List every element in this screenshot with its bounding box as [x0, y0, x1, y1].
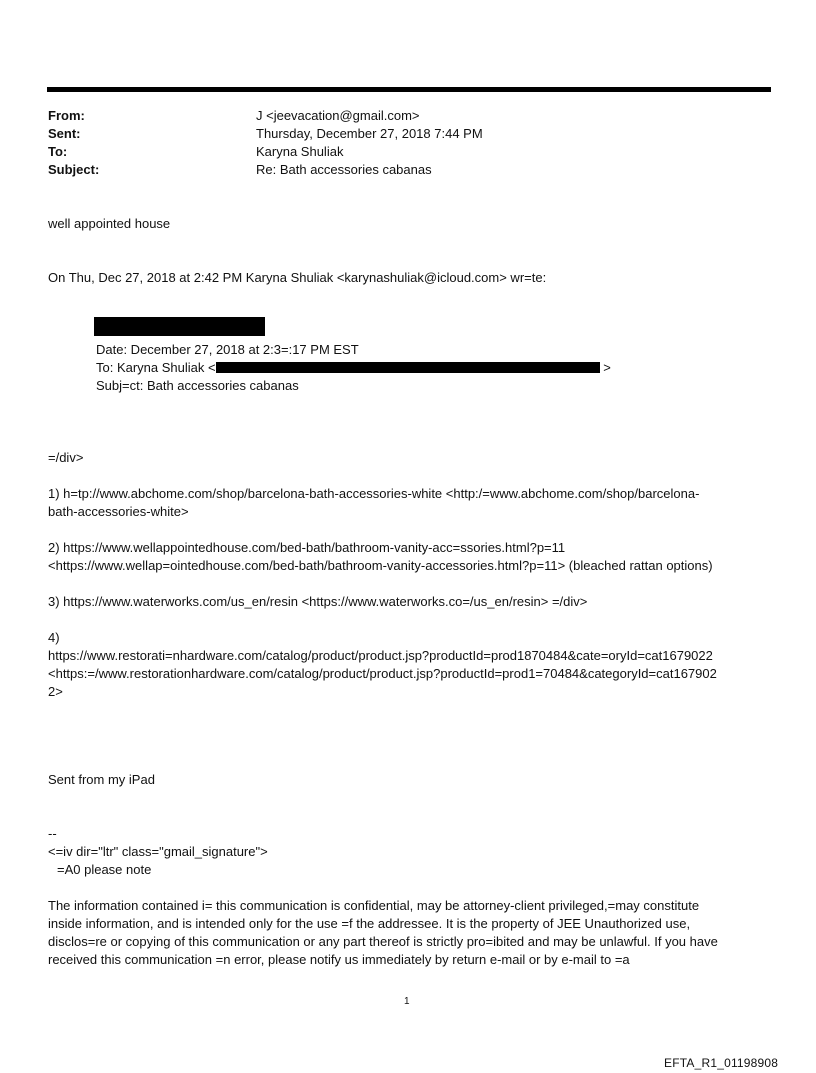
signature-note: =A0 please note: [57, 862, 152, 877]
div-close-text: =/div>: [48, 450, 84, 465]
link-4-number: 4): [48, 630, 60, 645]
link-3-line: 3) https://www.waterworks.com/us_en/resin <https://www.waterworks.co=/us_en/resin> =/div>: [48, 594, 588, 609]
reply-text: well appointed house: [48, 216, 171, 231]
disclaimer-line-3: disclos=re or copying of this communication or any part thereof is strictly pro=ibited and may be unlawful. If you have: [48, 934, 718, 949]
to-label: To:: [48, 144, 68, 159]
from-label: From:: [48, 108, 85, 123]
header-rule: [47, 87, 771, 92]
subject-label: Subject:: [48, 162, 100, 177]
link-4-line-a: https://www.restorati=nhardware.com/catalog/product/product.jsp?productId=prod1870484&cate=oryId=cat1679022: [48, 648, 713, 663]
forward-to-prefix: To: Karyna Shuliak <: [96, 360, 216, 375]
disclaimer-line-2: inside information, and is intended only for the use =f the addressee. It is the property of JEE Unauthorized use,: [48, 916, 691, 931]
disclaimer-line-1: The information contained i= this communication is confidential, may be attorney-client privileged,=may constitute: [48, 898, 700, 913]
subject-value: Re: Bath accessories cabanas: [256, 162, 432, 177]
sent-label: Sent:: [48, 126, 81, 141]
link-2-line-a: 2) https://www.wellappointedhouse.com/bed-bath/bathroom-vanity-acc=ssories.html?p=11: [48, 540, 566, 555]
link-4-line-c: 2>: [48, 684, 63, 699]
link-1-line-b: bath-accessories-white>: [48, 504, 189, 519]
sent-from-line: Sent from my iPad: [48, 772, 155, 787]
link-2-line-b: <https://www.wellap=ointedhouse.com/bed-bath/bathroom-vanity-accessories.html?p=11> (bleached rattan options): [48, 558, 713, 573]
forward-date: Date: December 27, 2018 at 2:3=:17 PM EST: [96, 342, 359, 357]
disclaimer-line-4: received this communication =n error, please notify us immediately by return e-mail or by e-mail to =a: [48, 952, 630, 967]
to-value: Karyna Shuliak: [256, 144, 344, 159]
redaction-block: [94, 317, 265, 336]
signature-dash: --: [48, 826, 57, 841]
forward-to: [96, 360, 611, 375]
forward-subject: Subj=ct: Bath accessories cabanas: [96, 378, 299, 393]
forward-to-suffix: >: [599, 360, 611, 375]
link-4-line-b: <https:=/www.restorationhardware.com/catalog/product/product.jsp?productId=prod1=70484&categoryId=cat167902: [48, 666, 717, 681]
signature-div: <=iv dir="ltr" class="gmail_signature">: [48, 844, 268, 859]
sent-value: Thursday, December 27, 2018 7:44 PM: [256, 126, 483, 141]
from-value: J <jeevacation@gmail.com>: [256, 108, 420, 123]
quote-intro: On Thu, Dec 27, 2018 at 2:42 PM Karyna Shuliak <karynashuliak@icloud.com> wr=te:: [48, 270, 547, 285]
page-number: 1: [404, 996, 410, 1007]
redaction-block: [216, 362, 600, 373]
bates-number: EFTA_R1_01198908: [664, 1056, 779, 1070]
link-1-line-a: 1) h=tp://www.abchome.com/shop/barcelona-bath-accessories-white <http:/=www.abchome.com/shop/barcelona-: [48, 486, 700, 501]
